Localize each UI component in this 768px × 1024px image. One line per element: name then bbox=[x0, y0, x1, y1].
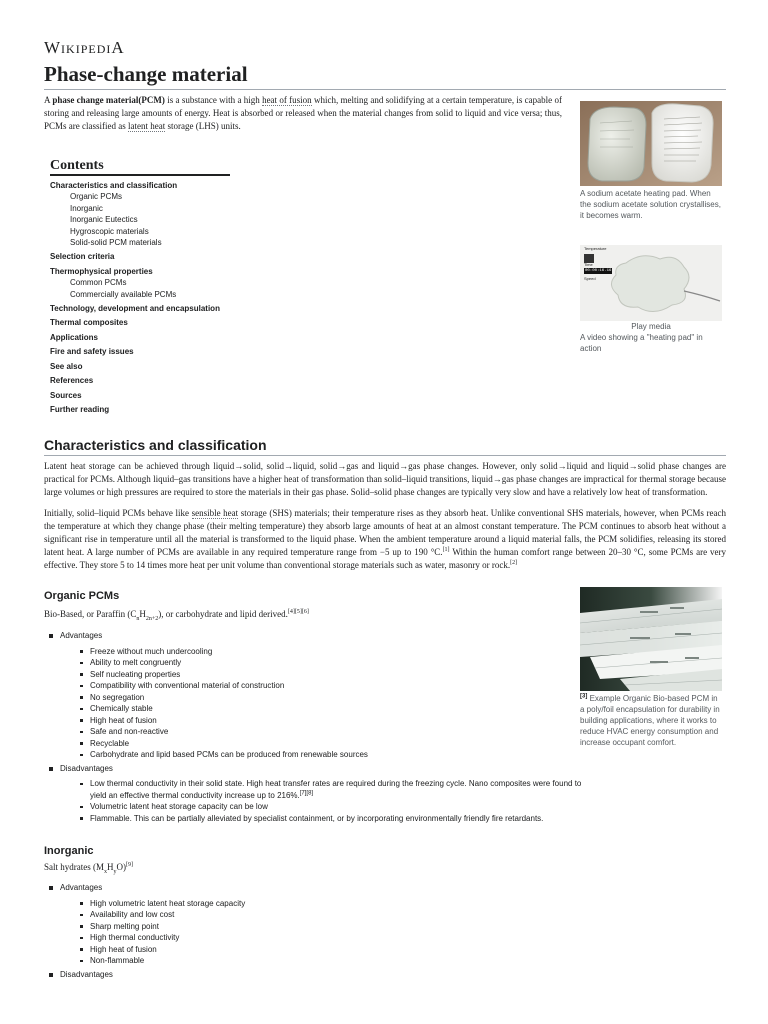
citation[interactable]: [3] bbox=[580, 693, 588, 700]
lead-paragraph: A phase change material(PCM) is a substance with a high heat of fusion which, melting and solidifying at a certain temperature, is capable of storing and releasing large amounts of energy. Heat is absorbed or released when the material changes from solid to liquid and vice versa; thus, PCMs are classified as latent heat storage (LHS) units. bbox=[44, 95, 562, 131]
list-item: Self nucleating properties bbox=[60, 669, 586, 681]
inorganic-pros-cons-list bbox=[44, 882, 586, 980]
list-item: Compatibility with conventional material of construction bbox=[60, 680, 586, 692]
figure-caption: [3] Example Organic Bio-based PCM in a poly/foil encapsulation for durability in building applications, where it works to reduce HVAC energy consumption and increase occupant comfort. bbox=[580, 693, 720, 747]
video-overlay-time-label: Time bbox=[584, 262, 593, 267]
link-sensible-heat[interactable]: sensible heat bbox=[191, 508, 239, 518]
section-heading-characteristics: Characteristics and classification bbox=[44, 437, 726, 456]
list-item: Availability and low cost bbox=[60, 909, 586, 921]
list-item: Disadvantages Low thermal conductivity in their solid state. High heat transfer rates are required during the freezing cycle. Nano composites were found to yield an effective thermal conductivity increase up to 216%.[7][8] Volumetric latent heat storage capacity can be low Flammable. This can be partially alleviated by specialist containment, or by incorporating environmentally friendly fire retardants. bbox=[44, 763, 586, 825]
inorganic-intro: Salt hydrates $(M_xH_yO)[9]$ bbox=[44, 862, 133, 875]
figure-bio-pcm bbox=[580, 587, 722, 748]
organic-pros-cons-list bbox=[44, 630, 586, 826]
toc-item[interactable]: Selection criteria bbox=[50, 252, 115, 262]
toc-subitem[interactable]: Inorganic Eutectics bbox=[70, 215, 138, 225]
organic-intro: Bio-Based, or Paraffin $(C_nH_{2n+2})$, or carbohydrate and lipid derived.[4][5][6] bbox=[44, 609, 309, 622]
page-title: Phase-change material bbox=[44, 62, 726, 90]
citation[interactable]: [1] bbox=[442, 547, 450, 553]
toc-subitem[interactable]: Hygroscopic materials bbox=[70, 226, 149, 236]
heating-pad-image[interactable] bbox=[580, 101, 722, 186]
video-overlay-speed-label: Speed bbox=[584, 276, 596, 281]
link-latent-heat[interactable]: latent heat bbox=[127, 121, 166, 131]
toc-item[interactable]: Technology, development and encapsulation bbox=[50, 304, 220, 314]
toc-item[interactable]: Applications bbox=[50, 332, 99, 342]
toc-item[interactable]: See also bbox=[50, 361, 83, 371]
list-item: High thermal conductivity bbox=[60, 932, 586, 944]
list-item: Disadvantages bbox=[44, 969, 586, 981]
toc-subitem[interactable]: Solid-solid PCM materials bbox=[70, 238, 162, 248]
link-heat-of-fusion[interactable]: heat of fusion bbox=[262, 95, 312, 105]
citation[interactable]: [7][8] bbox=[299, 789, 314, 796]
toc-item[interactable]: Characteristics and classification bbox=[50, 181, 178, 190]
video-player[interactable] bbox=[580, 245, 722, 321]
toc-item[interactable]: Further reading bbox=[50, 404, 110, 414]
citation[interactable]: [9] bbox=[126, 862, 133, 868]
section-heading-inorganic: Inorganic bbox=[44, 845, 94, 857]
list-item: Freeze without much undercooling bbox=[60, 646, 586, 658]
section-paragraph: Initially, solid–liquid PCMs behave like sensible heat storage (SHS) materials; their temperature rises as they absorb heat. Unlike conventional SHS materials, however, when PCMs reach the temperature at which they change phase (their melting temperature) they absorb large amounts of heat at an almost constant temperature. The PCM continues to absorb heat without a significant rise in temperature until all the material is transformed to the liquid phase. When the ambient temperature around a liquid material falls, the PCM solidifies, releasing its stored latent heat. A large number of PCMs are available in any required temperature range from −5 up to 190 °C.[1] Within the human comfort range between 20–30 °C, some PCMs are very effective. They store 5 to 14 times more heat per unit volume than conventional storage materials such as water, masonry or rock.[2] bbox=[44, 508, 726, 570]
citation[interactable]: [2] bbox=[510, 560, 518, 566]
list-item: High heat of fusion bbox=[60, 715, 586, 727]
list-item: Volumetric latent heat storage capacity can be low bbox=[60, 801, 586, 813]
toc-subitem[interactable]: Commercially available PCMs bbox=[70, 289, 177, 299]
toc-item[interactable]: Thermophysical properties bbox=[50, 266, 153, 276]
video-overlay-clock: 00:00:16.16 bbox=[585, 269, 612, 273]
video-overlay-temperature-label: Temperature bbox=[584, 246, 607, 251]
list-item: Flammable. This can be partially alleviated by specialist containment, or by incorporating environmentally friendly fire retardants. bbox=[60, 813, 586, 825]
play-media-button[interactable]: Play media bbox=[631, 322, 671, 331]
list-item: Ability to melt congruently bbox=[60, 657, 586, 669]
list-item: Safe and non-reactive bbox=[60, 726, 586, 738]
list-item: Carbohydrate and lipid based PCMs can be produced from renewable sources bbox=[60, 749, 586, 761]
toc-title: Contents bbox=[50, 158, 230, 176]
figure-heating-pad-video bbox=[580, 245, 722, 354]
table-of-contents bbox=[50, 158, 290, 415]
toc-item[interactable]: Thermal composites bbox=[50, 318, 128, 328]
list-item: High heat of fusion bbox=[60, 944, 586, 956]
toc-subitem[interactable]: Common PCMs bbox=[70, 278, 127, 288]
toc-subitem[interactable]: Organic PCMs bbox=[70, 192, 123, 202]
list-item: Sharp melting point bbox=[60, 921, 586, 933]
toc-subitem[interactable]: Inorganic bbox=[70, 203, 103, 213]
section-paragraph: Latent heat storage can be achieved through liquid→solid, solid→liquid, solid→gas and liquid→gas phase changes. However, only solid→liquid and liquid→solid phase changes are practical for PCMs. Although liquid–gas transitions have a higher heat of transformation than solid–liquid transitions, liquid→gas phase changes are impractical for thermal storage because large volumes or high pressures are required to store the materials in their gas phase. Solid–solid phase changes are typically very slow and have a relatively low heat of transformation. bbox=[44, 461, 726, 497]
list-item: Recyclable bbox=[60, 738, 586, 750]
list-item: Low thermal conductivity in their solid state. High heat transfer rates are required during the freezing cycle. Nano composites were found to yield an effective thermal conductivity increase up to 216%.[7][8] bbox=[60, 778, 586, 801]
figure-heating-pad bbox=[580, 101, 722, 221]
list-item: Advantages Freeze without much undercooling Ability to melt congruently Self nucleating properties Compatibility with conventional material of construction No segregation Chemically stable High heat of fusion Safe and non-reactive Recyclable Carbohydrate and lipid based PCMs can be produced from renewable sources bbox=[44, 630, 586, 761]
wikipedia-wordmark[interactable]: WIKIPEDIA bbox=[44, 38, 125, 57]
toc-item[interactable]: Sources bbox=[50, 390, 82, 400]
figure-caption: A video showing a "heating pad" in action bbox=[580, 333, 703, 353]
figure-caption: A sodium acetate heating pad. When the sodium acetate solution crystallises, it becomes warm. bbox=[580, 189, 721, 220]
toc-item[interactable]: Fire and safety issues bbox=[50, 347, 134, 357]
list-item: Advantages High volumetric latent heat storage capacity Availability and low cost Sharp melting point High thermal conductivity High heat of fusion Non-flammable bbox=[44, 882, 586, 967]
toc-item[interactable]: References bbox=[50, 376, 94, 386]
list-item: Chemically stable bbox=[60, 703, 586, 715]
bio-pcm-image[interactable] bbox=[580, 587, 722, 691]
list-item: No segregation bbox=[60, 692, 586, 704]
citation[interactable]: [4][5][6] bbox=[287, 609, 309, 615]
list-item: Non-flammable bbox=[60, 955, 586, 967]
list-item: High volumetric latent heat storage capacity bbox=[60, 898, 586, 910]
section-heading-organic: Organic PCMs bbox=[44, 590, 120, 602]
